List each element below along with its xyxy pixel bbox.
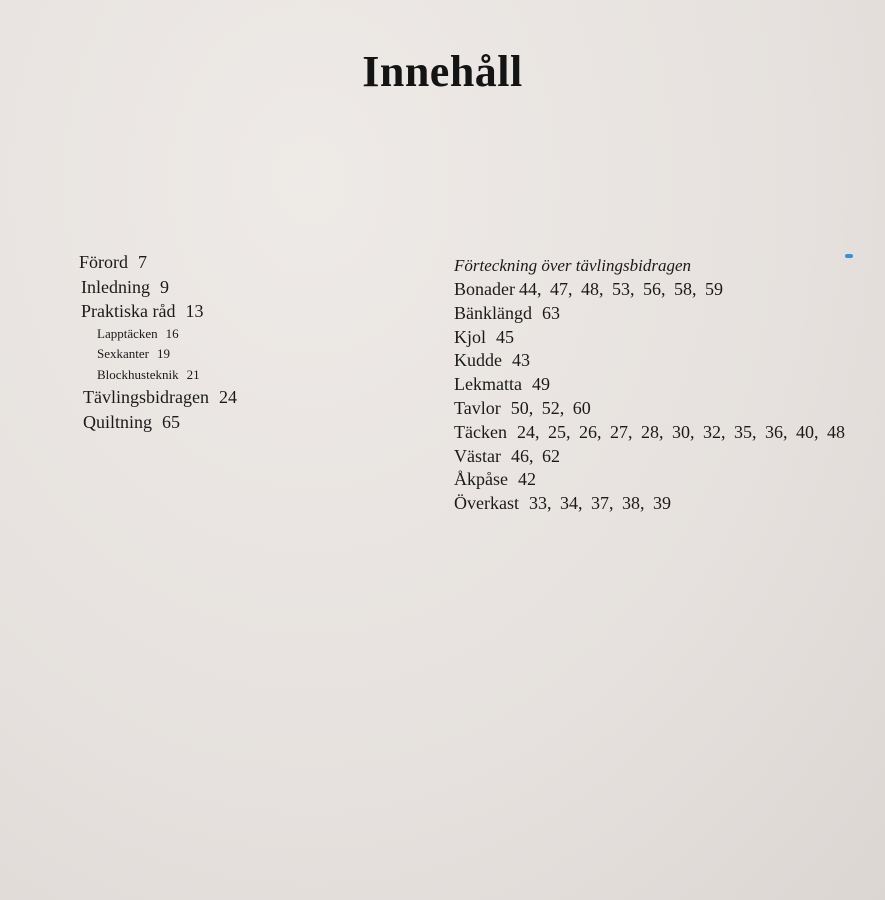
- contest-list-heading: Förteckning över tävlingsbidragen: [454, 256, 692, 275]
- toc-entry-label: Lapptäcken: [97, 325, 158, 341]
- table-of-contents: [79, 250, 439, 434]
- contest-entry-label: Västar: [454, 445, 501, 466]
- contest-entry-overkast: [454, 492, 884, 516]
- toc-entry-page: 19: [156, 346, 170, 361]
- contest-entry-label: Åkpåse: [454, 469, 508, 490]
- contest-entry-pages: 63: [542, 302, 560, 323]
- toc-subentry-lapptacken: [79, 324, 439, 345]
- toc-subentry-blockhusteknik: [79, 365, 439, 386]
- contest-entry-bonader: [454, 278, 884, 302]
- contest-entry-pages: 45: [496, 326, 515, 347]
- contest-entry-pages: 50, 52, 60: [510, 397, 591, 418]
- toc-entry-page: 13: [185, 301, 204, 321]
- contest-entry-label: Tavlor: [454, 397, 501, 418]
- toc-entry-page: 7: [138, 252, 147, 272]
- contest-entry-pages: 33, 34, 37, 38, 39: [528, 493, 671, 514]
- contest-entry-label: Kjol: [454, 326, 487, 347]
- toc-entry-label: Quiltning: [83, 411, 153, 432]
- toc-entry-inledning: [79, 275, 439, 300]
- toc-entry-label: Förord: [79, 252, 128, 272]
- toc-entry-page: 16: [165, 325, 179, 341]
- contest-entry-label: Överkast: [454, 493, 519, 514]
- toc-entry-label: Praktiska råd: [81, 301, 176, 321]
- contest-entry-label: Täcken: [454, 421, 507, 442]
- contest-entry-label: Lekmatta: [454, 374, 522, 395]
- toc-entry-praktiska-rad: [79, 299, 439, 324]
- contest-entry-akpase: [454, 468, 884, 492]
- toc-entry-forord: [79, 250, 439, 275]
- contest-entry-label: Bonader: [454, 279, 515, 299]
- contest-entry-pages: 46, 62: [510, 445, 560, 466]
- contest-entry-lekmatta: [454, 373, 884, 397]
- contest-entry-kudde: [454, 349, 884, 373]
- contest-entry-vastar: [454, 445, 884, 469]
- toc-entry-page: 65: [162, 411, 181, 432]
- toc-entry-label: Tävlingsbidragen: [83, 387, 209, 407]
- contest-entry-pages: 44, 47, 48, 53, 56, 58, 59: [518, 279, 723, 299]
- toc-entry-page: 21: [186, 366, 200, 382]
- contest-entry-label: Bänklängd: [454, 302, 532, 323]
- toc-entry-page: 9: [160, 276, 169, 297]
- contest-entry-kjol: [454, 326, 884, 350]
- toc-entry-label: Inledning: [81, 276, 150, 297]
- page-title: Innehåll: [362, 47, 523, 96]
- contest-entry-tacken: [454, 421, 884, 445]
- toc-subentry-sexkanter: [79, 344, 439, 365]
- contest-entry-pages: 42: [517, 469, 536, 490]
- contest-entry-pages: 49: [531, 374, 550, 395]
- toc-entry-tavlingsbidragen: [79, 385, 439, 410]
- contest-entry-label: Kudde: [454, 350, 502, 371]
- contest-entry-banklangd: [454, 302, 884, 326]
- contest-entry-pages: 24, 25, 26, 27, 28, 30, 32, 35, 36, 40, 48: [516, 421, 845, 442]
- toc-entry-label: Blockhusteknik: [97, 366, 179, 382]
- contest-entry-tavlor: [454, 397, 884, 421]
- contest-entries-list: [454, 254, 884, 516]
- toc-entry-quiltning: [79, 410, 439, 435]
- toc-entry-page: 24: [218, 387, 237, 407]
- contest-entry-pages: 43: [512, 350, 530, 371]
- ink-speck: [845, 254, 853, 258]
- toc-entry-label: Sexkanter: [97, 346, 149, 361]
